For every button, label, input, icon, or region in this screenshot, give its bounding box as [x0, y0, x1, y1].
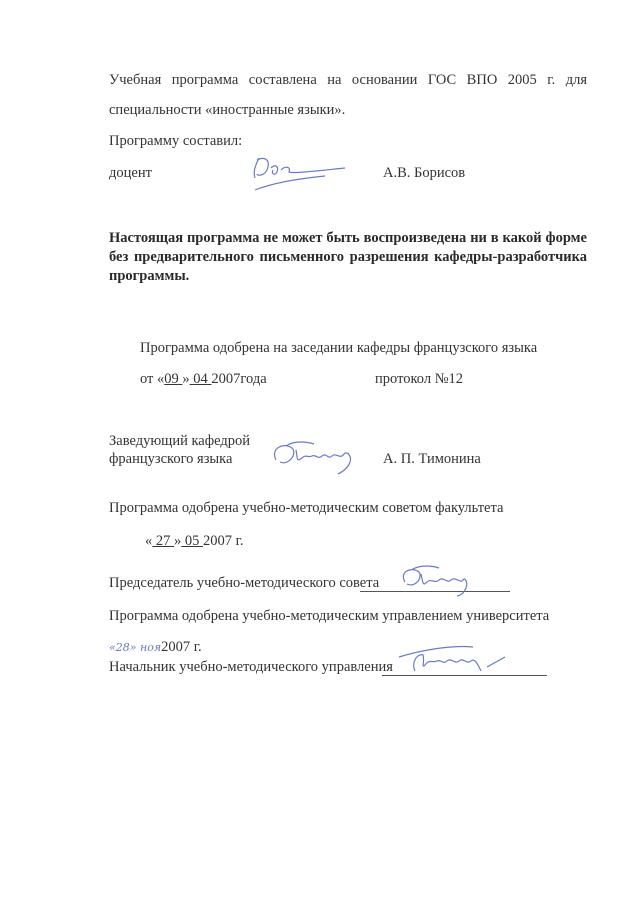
head-label-line-2: французского языка	[109, 451, 233, 467]
university-head-label: Начальник учебно-методического управления	[109, 659, 393, 675]
approval-month: 04	[193, 371, 208, 387]
department-approval-text: Программа одобрена на заседании кафедры французского языка	[140, 340, 538, 356]
university-approval-text: Программа одобрена учебно-методическим управлением университета	[109, 608, 550, 624]
university-approval-date: «28» ноя2007 г.	[109, 639, 202, 655]
copyright-line-3: программы.	[109, 268, 190, 284]
basis-line-1: Учебная программа составлена на основании ГОС ВПО 2005 г. для	[109, 72, 587, 88]
faculty-day: 27	[155, 533, 171, 549]
head-label-line-1: Заведующий кафедрой	[109, 433, 251, 449]
copyright-line-2: без предварительного письменного разрешения кафедры-разработчика	[109, 249, 587, 265]
basis-line-2: специальности «иностранные языки».	[109, 102, 346, 118]
university-signature-icon	[395, 643, 545, 679]
copyright-line-1: Настоящая программа не может быть воспроизведена ни в какой форме	[109, 230, 587, 246]
author-name: А.В. Борисов	[383, 165, 466, 181]
department-approval-date: от «09 » 04 2007года	[140, 371, 267, 387]
protocol-number: протокол №12	[375, 371, 464, 387]
chair-signature-icon	[395, 562, 485, 598]
approval-day: 09	[164, 371, 179, 387]
chair-label: Председатель учебно-методического совета	[109, 575, 380, 591]
compiled-by-label: Программу составил:	[109, 133, 243, 149]
faculty-approval-date: « 27 » 05 2007 г.	[145, 533, 244, 549]
faculty-month: 05	[184, 533, 200, 549]
faculty-approval-text: Программа одобрена учебно-методическим советом факультета	[109, 500, 504, 516]
head-signature-icon	[268, 438, 368, 476]
author-signature-icon	[245, 148, 355, 193]
author-position: доцент	[109, 165, 152, 181]
head-name: А. П. Тимонина	[383, 451, 481, 467]
handwritten-date: «28» ноя	[109, 641, 162, 654]
